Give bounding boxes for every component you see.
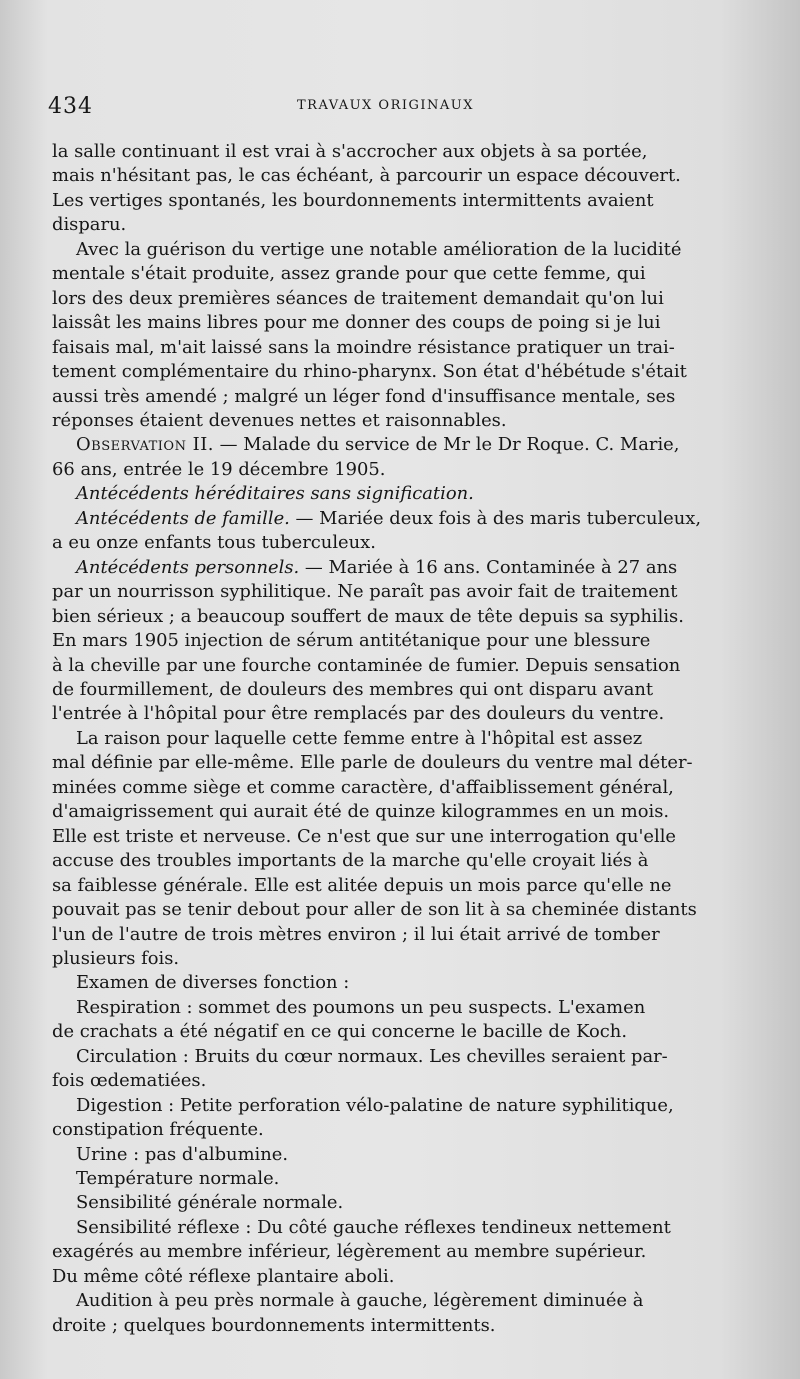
text-line: la salle continuant il est vrai à s'accrocher aux objets à sa portée, [52,141,648,162]
text-line: plusieurs fois. [52,947,180,969]
observation-label: Observation II. [76,434,214,456]
italic-heading: Antécédents héréditaires sans signification. [76,483,474,505]
text-line: aussi très amendé ; malgré un léger fond d'insuffisance mentale, ses [52,385,676,407]
italic-heading: Antécédents personnels. [76,556,300,578]
text-run: — Mariée à 16 ans. Contaminée à 27 ans [299,556,678,578]
text-line: Avec la guérison du vertige une notable amélioration de la lucidité [76,238,682,260]
text-line: Les vertiges spontanés, les bourdonnements intermittents avaient [52,189,654,211]
text-line: mentale s'était produite, assez grande pour que cette femme, qui [52,263,646,285]
text-line: Circulation : Bruits du cœur normaux. Les chevilles seraient par- [76,1045,668,1067]
text-line: Du même côté réflexe plantaire aboli. [52,1265,395,1287]
text-line: Sensibilité générale normale. [76,1192,344,1214]
text-line: Examen de diverses fonction : [76,972,350,994]
text-line: disparu. [52,214,127,236]
text-line: lors des deux premières séances de traitement demandait qu'on lui [52,287,664,309]
text-line: sa faiblesse générale. Elle est alitée depuis un mois parce qu'elle ne [52,874,672,896]
text-line: à la cheville par une fourche contaminée de fumier. Depuis sensation [52,654,681,676]
text-line: Température normale. [76,1168,280,1190]
text-line: La raison pour laquelle cette femme entre à l'hôpital est assez [76,727,643,749]
observation-text: — Malade du service de Mr le Dr Roque. C. Marie, [213,434,680,456]
text-line: d'amaigrissement qui aurait été de quinze kilogrammes en un mois. [52,801,670,823]
text-line: mal définie par elle-même. Elle parle de douleurs du ventre mal déter- [52,752,693,774]
text-line: 66 ans, entrée le 19 décembre 1905. [52,458,386,480]
text-line: l'un de l'autre de trois mètres environ ; il lui était arrivé de tomber [52,923,660,945]
page-number: 434 [48,94,93,119]
text-line: Digestion : Petite perforation vélo-palatine de nature syphilitique, [76,1094,674,1116]
observation-line [52,433,732,457]
text-line: l'entrée à l'hôpital pour être remplacés par des douleurs du ventre. [52,703,665,725]
text-line: laissât les mains libres pour me donner des coups de poing si je lui [52,312,661,334]
text-line: constipation fréquente. [52,1119,264,1141]
text-line: exagérés au membre inférieur, légèrement au membre supérieur. [52,1241,647,1263]
text-line: faisais mal, m'ait laissé sans la moindre résistance pratiquer un trai- [52,336,675,358]
text-line: fois œdematiées. [52,1070,207,1092]
text-line: réponses étaient devenues nettes et raisonnables. [52,409,507,431]
text-line: mais n'hésitant pas, le cas échéant, à parcourir un espace découvert. [52,165,681,187]
text-line: Sensibilité réflexe : Du côté gauche réflexes tendineux nettement [76,1216,671,1238]
text-line: Elle est triste et nerveuse. Ce n'est que sur une interrogation qu'elle [52,825,676,847]
text-line: En mars 1905 injection de sérum antitétanique pour une blessure [52,630,651,652]
text-run: — Mariée deux fois à des maris tuberculeux, [289,507,702,529]
text-line: tement complémentaire du rhino-pharynx. Son état d'hébétude s'était [52,361,687,383]
text-line: de fourmillement, de douleurs des membres qui ont disparu avant [52,678,654,700]
text-line: par un nourrisson syphilitique. Ne paraît pas avoir fait de traitement [52,581,678,603]
page-header [48,94,730,126]
italic-heading: Antécédents de famille. [76,507,290,529]
text-line: pouvait pas se tenir debout pour aller de son lit à sa cheminée distants [52,899,697,921]
text-line: Urine : pas d'albumine. [76,1143,289,1165]
antecedents-famille [52,507,732,531]
antecedents-personnels [52,556,732,580]
antecedents-hereditaires [52,482,732,506]
running-head: TRAVAUX ORIGINAUX [297,98,475,113]
text-line: a eu onze enfants tous tuberculeux. [52,532,376,554]
body-text [52,140,732,1338]
text-line: bien sérieux ; a beaucoup souffert de maux de tête depuis sa syphilis. [52,605,684,627]
text-line: Respiration : sommet des poumons un peu suspects. L'examen [76,996,646,1018]
text-line: droite ; quelques bourdonnements intermittents. [52,1314,496,1336]
text-line: de crachats a été négatif en ce qui concerne le bacille de Koch. [52,1021,628,1043]
text-line: Audition à peu près normale à gauche, légèrement diminuée à [76,1290,644,1312]
text-line: accuse des troubles importants de la marche qu'elle croyait liés à [52,850,649,872]
text-line: minées comme siège et comme caractère, d'affaiblissement général, [52,776,674,798]
